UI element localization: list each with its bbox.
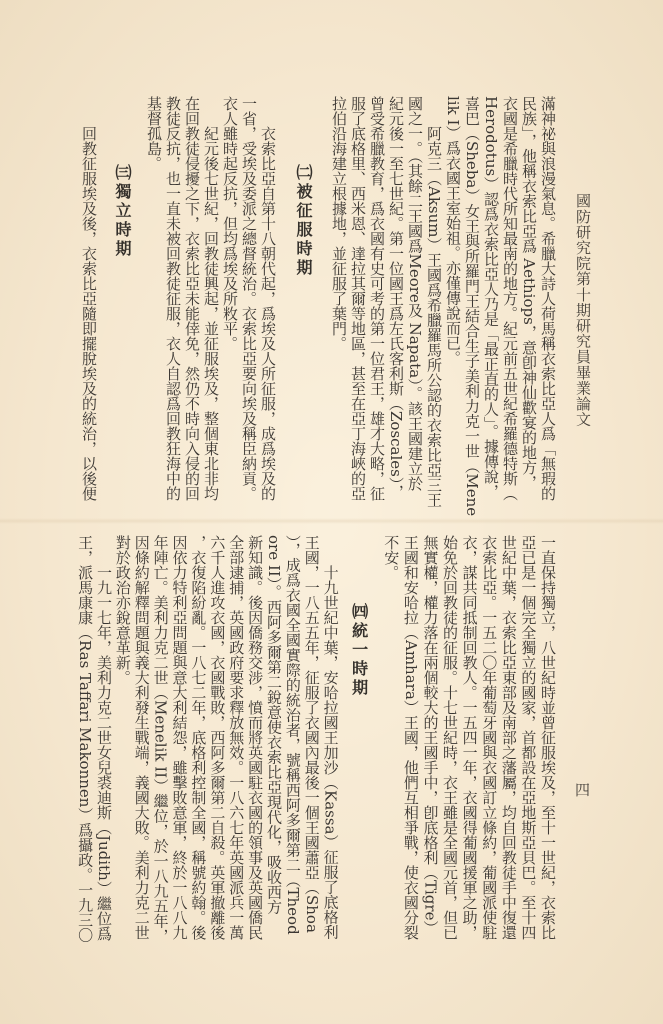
section-heading-conquest-period: ㈡被征服時期 bbox=[294, 164, 313, 278]
text-column: 王國和安哈拉（Amhara）王國，他們互相爭戰，使衣國分裂 bbox=[401, 535, 420, 940]
text-column: ），成爲衣國全國實際的統治者，號稱西阿多爾第二（Theod bbox=[283, 535, 302, 935]
text-column: 衣人雖時起反抗，但均爲埃及所敉平。 bbox=[221, 96, 239, 351]
text-column: 因條約解釋問題與義大利發生戰端，義國大敗。美利力克二世 bbox=[132, 535, 151, 940]
text-column: 不安。 bbox=[382, 535, 401, 580]
text-column: 滿神祕與浪漫氣息。希臘大詩人荷馬稱衣索比亞人爲「無瑕的 bbox=[539, 96, 557, 501]
text-column: 衣，謀共同抵制回教人。一五四一年，衣國得葡國援軍之助， bbox=[460, 535, 479, 940]
text-column: 國之一。（其餘二王國爲Meore及 Napata）。該王國建立於 bbox=[406, 96, 424, 491]
text-column: 王國，一八五五年，征服了衣國內最後一個王國蕭亞（Shoa bbox=[302, 535, 321, 933]
text-column: 六千人進攻衣國，衣國戰敗，西阿多爾第二自殺。英軍撤離後 bbox=[208, 535, 227, 940]
text-column: 亞已是一個完全獨立的國家，首都設在亞地斯亞貝巴。至十四 bbox=[519, 535, 538, 940]
text-column: 始免於回教徒的征服。十七世紀時，衣王雖是全國元首，但已 bbox=[441, 535, 460, 940]
text-column: 因依力特利亞問題與意大利結怨，雖擊敗意軍，終於一八八九 bbox=[170, 535, 189, 940]
text-column: 無實權，權力落在兩個較大的王國手中，卽底格利（Tigre） bbox=[421, 535, 440, 936]
text-column: 服了底格里、西米恩、達拉其爾等地區，甚至在亞丁海峽的亞 bbox=[349, 96, 367, 501]
text-column: ore II）。西阿多爾第二銳意使衣索比亞現代化，吸收西方 bbox=[264, 535, 283, 915]
text-column: 基督孤島。 bbox=[145, 96, 163, 171]
text-column: 回教征服埃及後，衣索比亞隨即擺脫埃及的統治，以後便 bbox=[80, 96, 98, 501]
text-column: 衣國是希臘時代所知最南的地方。紀元前五世紀希羅德特斯（ bbox=[501, 96, 519, 501]
text-column: 一省，受埃及委派之總督統治。衣索比亞要向埃及稱臣納貢。 bbox=[240, 96, 258, 501]
text-column: 曾受希臘教育，爲衣國有史可考的第一位君王，雄才大略，征 bbox=[368, 96, 386, 501]
page-fold-divider bbox=[0, 518, 663, 524]
text-column: 衣索比亞。一五二〇年葡萄牙國與衣國訂立條約，葡國派使駐 bbox=[480, 535, 499, 940]
section-heading-independence-period: ㈢獨立時期 bbox=[113, 164, 132, 259]
text-column: 全部逮捕，英國政府要求釋放無效。一八六七年英國派兵一萬 bbox=[227, 535, 246, 940]
text-column: 阿克三（Aksum）王國爲希臘羅馬所公認的衣索比亞三王 bbox=[425, 96, 443, 508]
text-column: ，衣復陷紛亂。一八七二年，底格利控制全國，稱號約翰。後 bbox=[189, 535, 208, 940]
text-column: Herodotus）認爲衣索比亞人乃是「最正直的人」。據傳說， bbox=[482, 96, 500, 499]
text-column: 年陣亡。美利力克二世（Menelik II）繼位，於一八九五年， bbox=[151, 535, 170, 944]
page-number: 四 bbox=[575, 781, 591, 799]
text-column: 一九一七年，美利力克二世女兒裘迪斯（Judith）繼位爲 bbox=[94, 535, 113, 941]
text-column: 喜巴（Sheba）女王與所羅門王結合生子美利力克一世（Mene bbox=[463, 96, 481, 517]
text-column: 衣索比亞自第十八朝代起，爲埃及人所征服，成爲埃及的 bbox=[259, 96, 277, 501]
text-column: 新知識。後因僑務交涉，憤而將英國駐衣國的領事及英國僑民 bbox=[246, 535, 265, 940]
text-column: 在回教徒侵擾之下，衣索比亞未能倖免，然仍不時向入侵的回 bbox=[183, 96, 201, 501]
text-column: 對於政治亦銳意革新。 bbox=[113, 535, 132, 685]
text-column: 十九世紀中葉，安哈拉國王加沙（Kassa）征服了底格利 bbox=[321, 535, 340, 940]
text-column: 王，派馬康康（Ras Taffari Makonnen）爲攝政。一九三〇 bbox=[76, 535, 95, 943]
text-column: 紀元後一至七世紀。第一位國王爲左氏客利斯（Zoscales）， bbox=[387, 96, 405, 500]
text-column: lik I）爲衣國王室始祖。亦僅傳說而已。 bbox=[444, 96, 462, 366]
text-column: 一直保持獨立，八世紀時並曾征服埃及，至十一世紀，衣索比 bbox=[539, 535, 557, 940]
running-header: 國防研究院第十期研究員畢業論文 bbox=[574, 193, 592, 427]
upper-half-text bbox=[79, 96, 557, 516]
text-column: 世紀中葉，衣索比亞東部及南部之藩屬，均自回教徒手中復還 bbox=[499, 535, 518, 940]
text-column: 拉伯沿海建立根據地，並征服了葉門。 bbox=[330, 96, 348, 351]
section-heading-unification-period: ㈣統一時期 bbox=[349, 603, 369, 698]
text-column: 教徒反抗，也一直未被回教徒征服，衣人自認爲回教狂海中的 bbox=[164, 96, 182, 501]
text-column: 民族」，他稱衣索比亞爲 Aethiops，意卽神仙歡宴的地方， bbox=[520, 96, 538, 490]
lower-half-text bbox=[75, 535, 557, 955]
text-column: 紀元後七世紀，回教徒興起，並征服埃及，整個東北非均 bbox=[202, 96, 220, 501]
